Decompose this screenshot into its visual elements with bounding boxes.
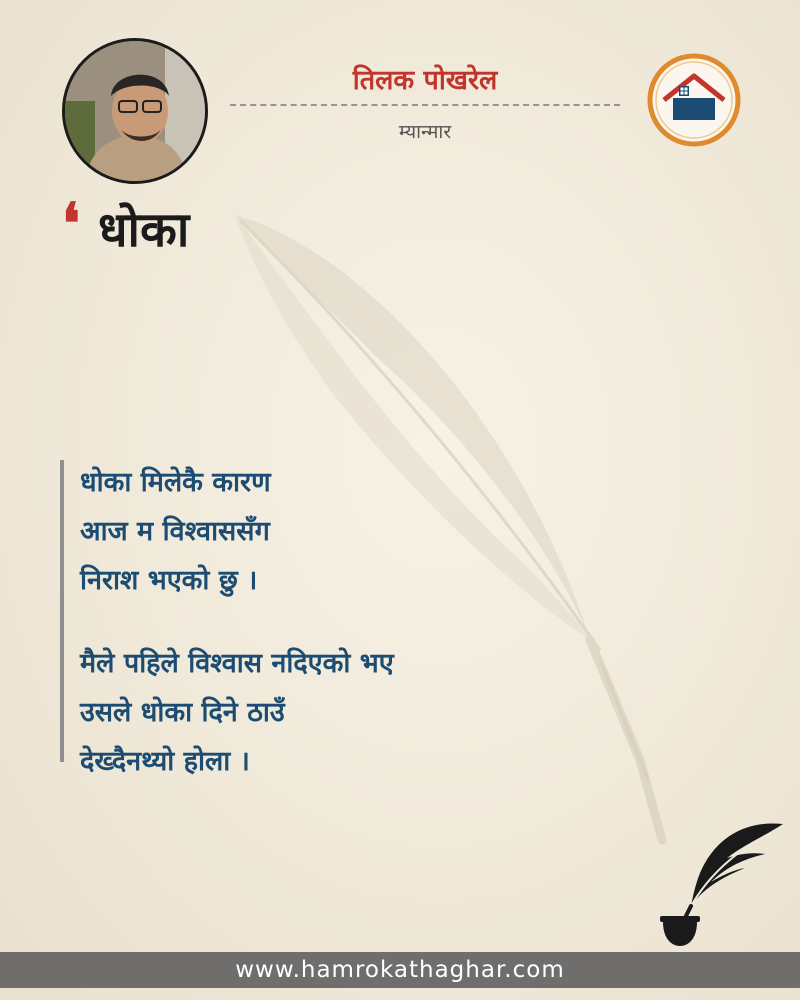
poem-stanza: [80, 458, 394, 605]
stanza-gap: [80, 605, 394, 639]
person-icon: [65, 41, 205, 181]
author-location: म्यान्मार: [398, 121, 452, 143]
poem-line: उसले धोका दिने ठाउँ: [80, 697, 285, 728]
poem-stanza: [80, 639, 394, 786]
footer-website-url[interactable]: www.hamrokathaghar.com: [0, 952, 800, 988]
poem-line: देख्दैनथ्यो होला ।: [80, 746, 250, 777]
poem-side-bar: [60, 460, 64, 762]
poem-title: धोका: [98, 202, 190, 258]
quill-inkpot-icon: [655, 818, 790, 953]
poem-body: [80, 458, 394, 786]
author-avatar: [62, 38, 208, 184]
poem-line: आज म विश्वाससँग: [80, 516, 270, 547]
house-logo-icon: [646, 52, 742, 148]
author-divider: [230, 104, 620, 106]
poem-line: मैले पहिले विश्वास नदिएको भए: [80, 648, 394, 679]
poem-line: धोका मिलेकै कारण: [80, 467, 271, 498]
poem-line: निराश भएको छु ।: [80, 565, 258, 596]
author-name: तिलक पोखरेल: [352, 65, 498, 96]
quote-mark-icon: ❛: [62, 191, 81, 257]
